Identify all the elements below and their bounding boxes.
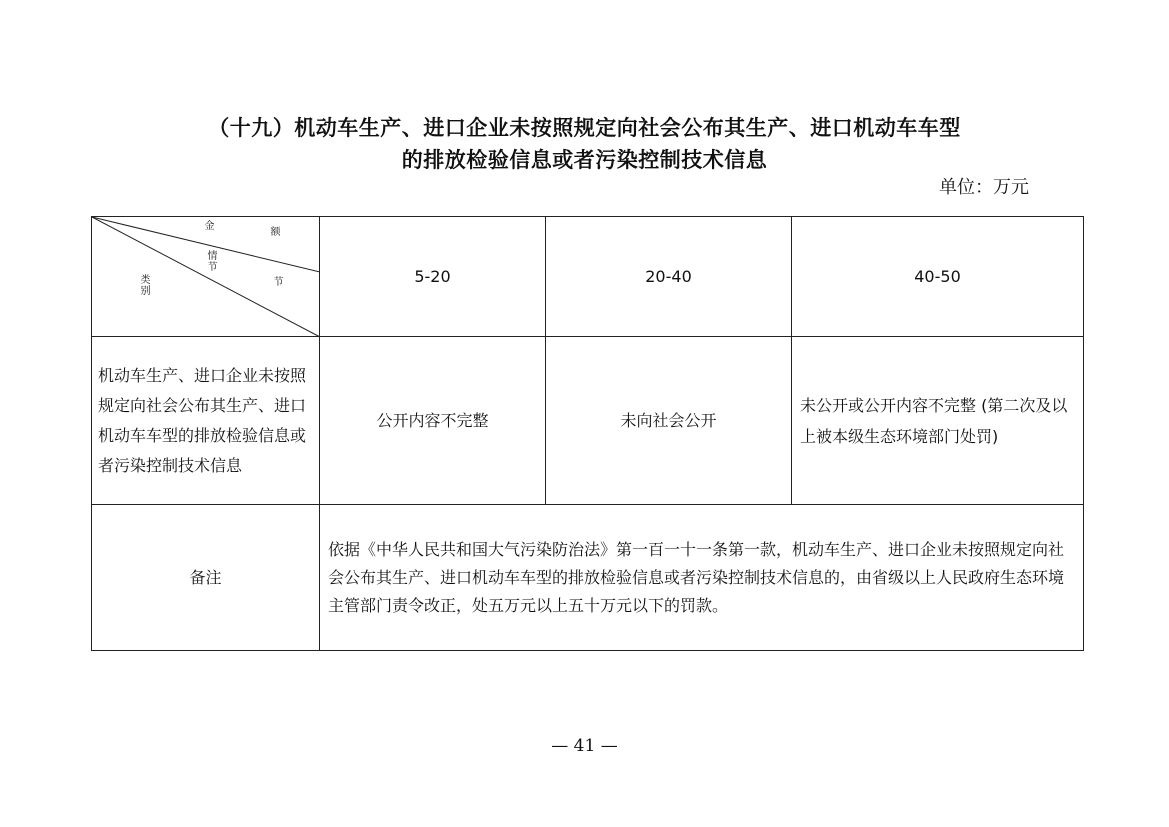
document-title	[0, 112, 1169, 176]
column-header-20-40: 20-40	[546, 217, 792, 337]
penalty-table	[91, 216, 1084, 651]
column-header-40-50: 40-50	[792, 217, 1084, 337]
title-line-2: 的排放检验信息或者污染控制技术信息	[401, 148, 768, 172]
table-header-row	[92, 217, 1084, 337]
table-row	[92, 337, 1084, 505]
cell-40-50: 未公开或公开内容不完整 (第二次及以上被本级生态环境部门处罚)	[792, 337, 1084, 505]
column-header-5-20: 5-20	[320, 217, 546, 337]
diag-label-leibie: 类别	[140, 275, 151, 297]
diag-label-e: 额	[270, 227, 281, 238]
diag-label-jin: 金	[204, 221, 215, 232]
page-number: — 41 —	[551, 736, 618, 756]
remark-text: 依据《中华人民共和国大气污染防治法》第一百一十一条第一款，机动车生产、进口企业未按照规定向社会公布其生产、进口机动车车型的排放检验信息或者污染控制技术信息的，由省级以上人民政府生态环境主管部门责令改正，处五万元以上五十万元以下的罚款。	[320, 505, 1084, 651]
cell-20-40: 未向社会公开	[546, 337, 792, 505]
diagonal-lines	[92, 217, 320, 337]
diag-label-qingjie: 情节	[207, 251, 218, 273]
diagonal-header-cell	[92, 217, 320, 337]
title-line-1: （十九）机动车生产、进口企业未按照规定向社会公布其生产、进口机动车车型	[208, 116, 961, 140]
remark-label: 备注	[92, 505, 320, 651]
remark-row	[92, 505, 1084, 651]
unit-label: 单位：万元	[939, 177, 1029, 198]
cell-5-20: 公开内容不完整	[320, 337, 546, 505]
diag-label-jie: 节	[273, 277, 284, 288]
row-category: 机动车生产、进口企业未按照规定向社会公布其生产、进口机动车车型的排放检验信息或者污染控制技术信息	[92, 337, 320, 505]
